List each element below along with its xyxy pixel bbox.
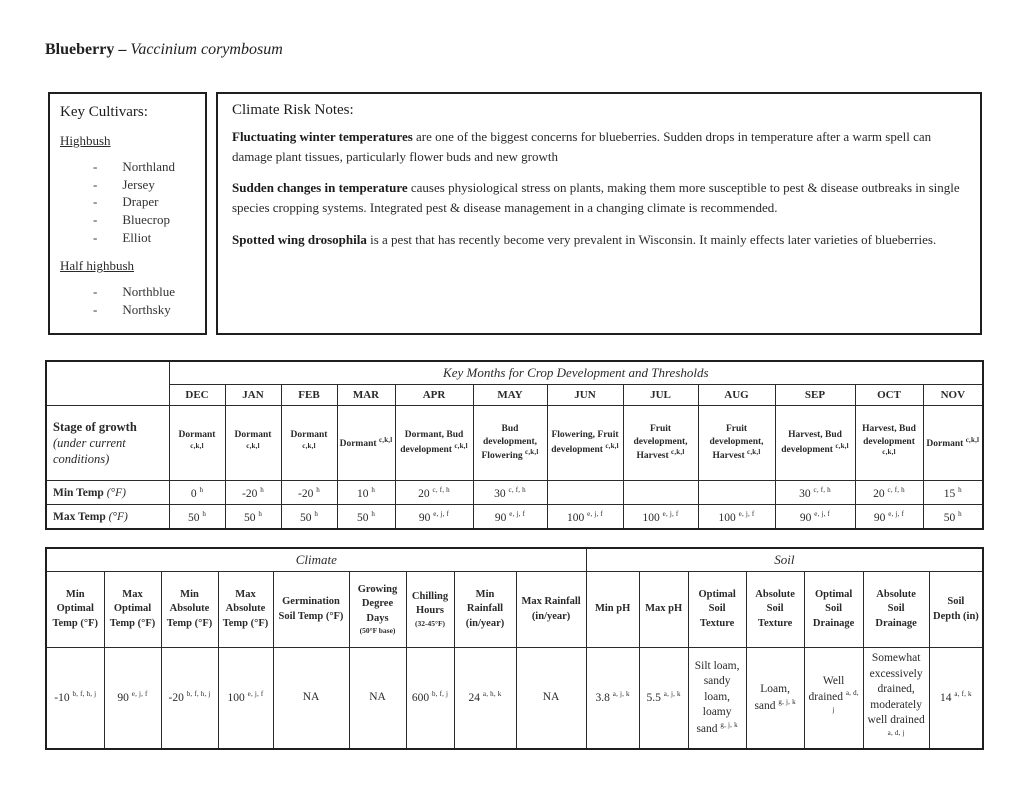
value-cell: 600 $^{b, f, j}$ xyxy=(406,648,454,750)
min-temp-cell xyxy=(698,481,775,505)
key-cultivars-box xyxy=(48,92,207,335)
table-row xyxy=(46,505,983,530)
column-header-cell: Max Absolute Temp (°F) xyxy=(218,572,273,648)
table-row xyxy=(46,481,983,505)
page-title xyxy=(45,41,283,59)
notes-heading: Climate Risk Notes: xyxy=(232,102,354,118)
max-temp-cell: 50 $^h$ xyxy=(169,505,225,530)
min-temp-cell: 20 $^{c, f, h}$ xyxy=(855,481,923,505)
row-label-min-temp: Min Temp (°F) xyxy=(46,481,169,505)
cultivar-item xyxy=(60,301,195,319)
max-temp-cell: 90 $^{e, j, f}$ xyxy=(395,505,473,530)
cultivar-group-heading: Half highbush xyxy=(60,258,135,274)
column-header-cell: Min Optimal Temp (°F) xyxy=(46,572,104,648)
max-temp-cell: 50 $^h$ xyxy=(337,505,395,530)
value-cell: 24 $^{a, h, k}$ xyxy=(454,648,516,750)
note-paragraph xyxy=(232,230,966,250)
climate-risk-notes-box xyxy=(216,92,982,335)
value-cell: -10 $^{b, f, h, j}$ xyxy=(46,648,104,750)
dash-bullet: - xyxy=(93,176,98,192)
min-temp-cell: 30 $^{c, f, h}$ xyxy=(473,481,547,505)
stage-of-growth-cell: Bud development, Flowering $^{c,k,l}$ xyxy=(473,406,547,481)
month-header-cell: JAN xyxy=(225,385,281,406)
min-temp-cell: 10 $^h$ xyxy=(337,481,395,505)
month-header-cell: OCT xyxy=(855,385,923,406)
climate-soil-table xyxy=(45,547,984,750)
soil-section-title: Soil xyxy=(586,548,983,572)
value-cell: NA xyxy=(273,648,349,750)
dash-bullet: - xyxy=(93,229,98,245)
max-temp-cell: 100 $^{e, j, f}$ xyxy=(547,505,623,530)
stage-of-growth-cell: Flowering, Fruit development $^{c,k,l}$ xyxy=(547,406,623,481)
column-header-cell: Min Absolute Temp (°F) xyxy=(161,572,218,648)
column-header-cell: Max Optimal Temp (°F) xyxy=(104,572,161,648)
max-temp-cell: 50 $^h$ xyxy=(281,505,337,530)
column-header-cell: Max Rainfall (in/year) xyxy=(516,572,586,648)
stage-of-growth-cell: Harvest, Bud development $^{c,k,l}$ xyxy=(775,406,855,481)
min-temp-cell: 20 $^{c, f, h}$ xyxy=(395,481,473,505)
note-text: causes physiological stress on plants, making them more susceptible to pest & disease outbreaks in single species cropping systems. Integrated pest & disease management in a changing climate is recommended. xyxy=(232,180,960,216)
max-temp-cell: 50 $^h$ xyxy=(225,505,281,530)
value-cell: NA xyxy=(516,648,586,750)
dash-bullet: - xyxy=(93,194,98,210)
cultivar-name: Jersey xyxy=(122,176,155,192)
value-cell: 5.5 $^{a, j, k}$ xyxy=(639,648,688,750)
cultivar-item xyxy=(60,283,195,301)
min-temp-cell: -20 $^h$ xyxy=(225,481,281,505)
value-cell: 3.8 $^{a, j, k}$ xyxy=(586,648,639,750)
cultivar-group-heading: Highbush xyxy=(60,133,111,148)
climate-section-title: Climate xyxy=(46,548,586,572)
column-header-cell: Min Rainfall (in/year) xyxy=(454,572,516,648)
table-row xyxy=(46,572,983,648)
note-term: Sudden changes in temperature xyxy=(232,180,408,196)
stage-of-growth-cell: Dormant $^{c,k,l}$ xyxy=(923,406,983,481)
cultivar-name: Northsky xyxy=(122,302,171,318)
stage-of-growth-cell: Fruit development, Harvest $^{c,k,l}$ xyxy=(623,406,698,481)
column-header-cell: Chilling Hours (32-45°F) xyxy=(406,572,454,648)
column-header-cell: Absolute Soil Texture xyxy=(746,572,804,648)
cultivar-name: Northland xyxy=(122,159,176,174)
table-row xyxy=(46,406,983,481)
min-temp-cell xyxy=(623,481,698,505)
table-row xyxy=(46,385,983,406)
value-cell: 100 $^{e, j, f}$ xyxy=(218,648,273,750)
cultivar-name: Bluecrop xyxy=(122,212,170,228)
table-row xyxy=(46,361,983,385)
min-temp-cell: 15 $^h$ xyxy=(923,481,983,505)
month-header-cell: MAR xyxy=(337,385,395,406)
month-header-cell: MAY xyxy=(473,385,547,406)
max-temp-cell: 90 $^{e, j, f}$ xyxy=(855,505,923,530)
stage-of-growth-cell: Dormant $^{c,k,l}$ xyxy=(169,406,225,481)
note-text: is a pest that has recently become very prevalent in Wisconsin. It mainly effects later varieties of blueberries. xyxy=(366,231,937,247)
note-term: Spotted wing drosophila xyxy=(232,231,367,247)
month-header-cell: AUG xyxy=(698,385,775,406)
table-row xyxy=(46,648,983,750)
cultivar-groups xyxy=(60,133,195,319)
month-header-cell: FEB xyxy=(281,385,337,406)
column-header-cell: Soil Depth (in) xyxy=(929,572,983,648)
month-header-cell: NOV xyxy=(923,385,983,406)
value-cell: NA xyxy=(349,648,406,750)
column-header-cell: Optimal Soil Drainage xyxy=(804,572,863,648)
column-header-cell: Growing Degree Days (50°F base) xyxy=(349,572,406,648)
cultivar-item xyxy=(60,193,195,211)
dash-bullet: - xyxy=(93,302,98,318)
stage-of-growth-cell: Harvest, Bud development $^{c,k,l}$ xyxy=(855,406,923,481)
corner-cell xyxy=(46,361,169,406)
months-table-title: Key Months for Crop Development and Thresholds xyxy=(169,361,983,385)
column-header-cell: Optimal Soil Texture xyxy=(688,572,746,648)
cultivar-name: Elliot xyxy=(122,229,152,245)
stage-of-growth-cell: Fruit development, Harvest $^{c,k,l}$ xyxy=(698,406,775,481)
cultivar-item xyxy=(60,211,195,229)
value-cell: 90 $^{e, j, f}$ xyxy=(104,648,161,750)
column-header-cell: Min pH xyxy=(586,572,639,648)
value-cell: Somewhat excessively drained, moderately well drained $^{a, d, j}$ xyxy=(863,648,929,750)
max-temp-cell: 90 $^{e, j, f}$ xyxy=(473,505,547,530)
min-temp-cell: 30 $^{c, f, h}$ xyxy=(775,481,855,505)
cultivars-heading: Key Cultivars: xyxy=(60,104,148,120)
month-header-cell: APR xyxy=(395,385,473,406)
stage-of-growth-cell: Dormant, Bud development $^{c,k,l}$ xyxy=(395,406,473,481)
note-paragraph xyxy=(232,178,966,218)
value-cell: -20 $^{b, f, h, j}$ xyxy=(161,648,218,750)
cultivar-name: Northblue xyxy=(122,284,176,300)
row-label-max-temp: Max Temp (°F) xyxy=(46,505,169,530)
crop-name: Blueberry – xyxy=(45,41,127,58)
cultivar-item xyxy=(60,158,195,176)
dash-bullet: - xyxy=(93,159,98,174)
dash-bullet: - xyxy=(93,212,98,228)
month-header-cell: DEC xyxy=(169,385,225,406)
min-temp-cell xyxy=(547,481,623,505)
note-paragraph xyxy=(232,127,966,167)
cultivar-item xyxy=(60,176,195,194)
max-temp-cell: 90 $^{e, j, f}$ xyxy=(775,505,855,530)
note-term: Fluctuating winter temperatures xyxy=(232,129,413,144)
value-cell: Silt loam, sandy loam, loamy sand $^{g, j, k}$ xyxy=(688,648,746,750)
value-cell: Loam, sand $^{g, j, k}$ xyxy=(746,648,804,750)
note-text: are one of the biggest concerns for blueberries. Sudden drops in temperature after a warm spell can damage plant tissues, particularly flower buds and new growth xyxy=(232,129,932,165)
column-header-cell: Max pH xyxy=(639,572,688,648)
max-temp-cell: 50 $^h$ xyxy=(923,505,983,530)
min-temp-cell: -20 $^h$ xyxy=(281,481,337,505)
month-header-cell: JUN xyxy=(547,385,623,406)
month-header-cell: SEP xyxy=(775,385,855,406)
stage-of-growth-cell: Dormant $^{c,k,l}$ xyxy=(281,406,337,481)
stage-of-growth-cell: Dormant $^{c,k,l}$ xyxy=(225,406,281,481)
value-cell: 14 $^{a, f, k}$ xyxy=(929,648,983,750)
column-header-cell: Absolute Soil Drainage xyxy=(863,572,929,648)
row-label-stage-of-growth: Stage of growth (under current conditions) xyxy=(46,406,169,481)
value-cell: Well drained $^{a, d, j}$ xyxy=(804,648,863,750)
dash-bullet: - xyxy=(93,284,98,300)
cultivar-item xyxy=(60,229,195,247)
column-header-cell: Germination Soil Temp (°F) xyxy=(273,572,349,648)
stage-of-growth-cell: Dormant $^{c,k,l}$ xyxy=(337,406,395,481)
max-temp-cell: 100 $^{e, j, f}$ xyxy=(623,505,698,530)
month-header-cell: JUL xyxy=(623,385,698,406)
max-temp-cell: 100 $^{e, j, f}$ xyxy=(698,505,775,530)
table-row xyxy=(46,548,983,572)
key-months-table xyxy=(45,360,984,530)
species-name: Vaccinium corymbosum xyxy=(130,41,283,58)
min-temp-cell: 0 $^h$ xyxy=(169,481,225,505)
cultivar-name: Draper xyxy=(122,194,159,210)
